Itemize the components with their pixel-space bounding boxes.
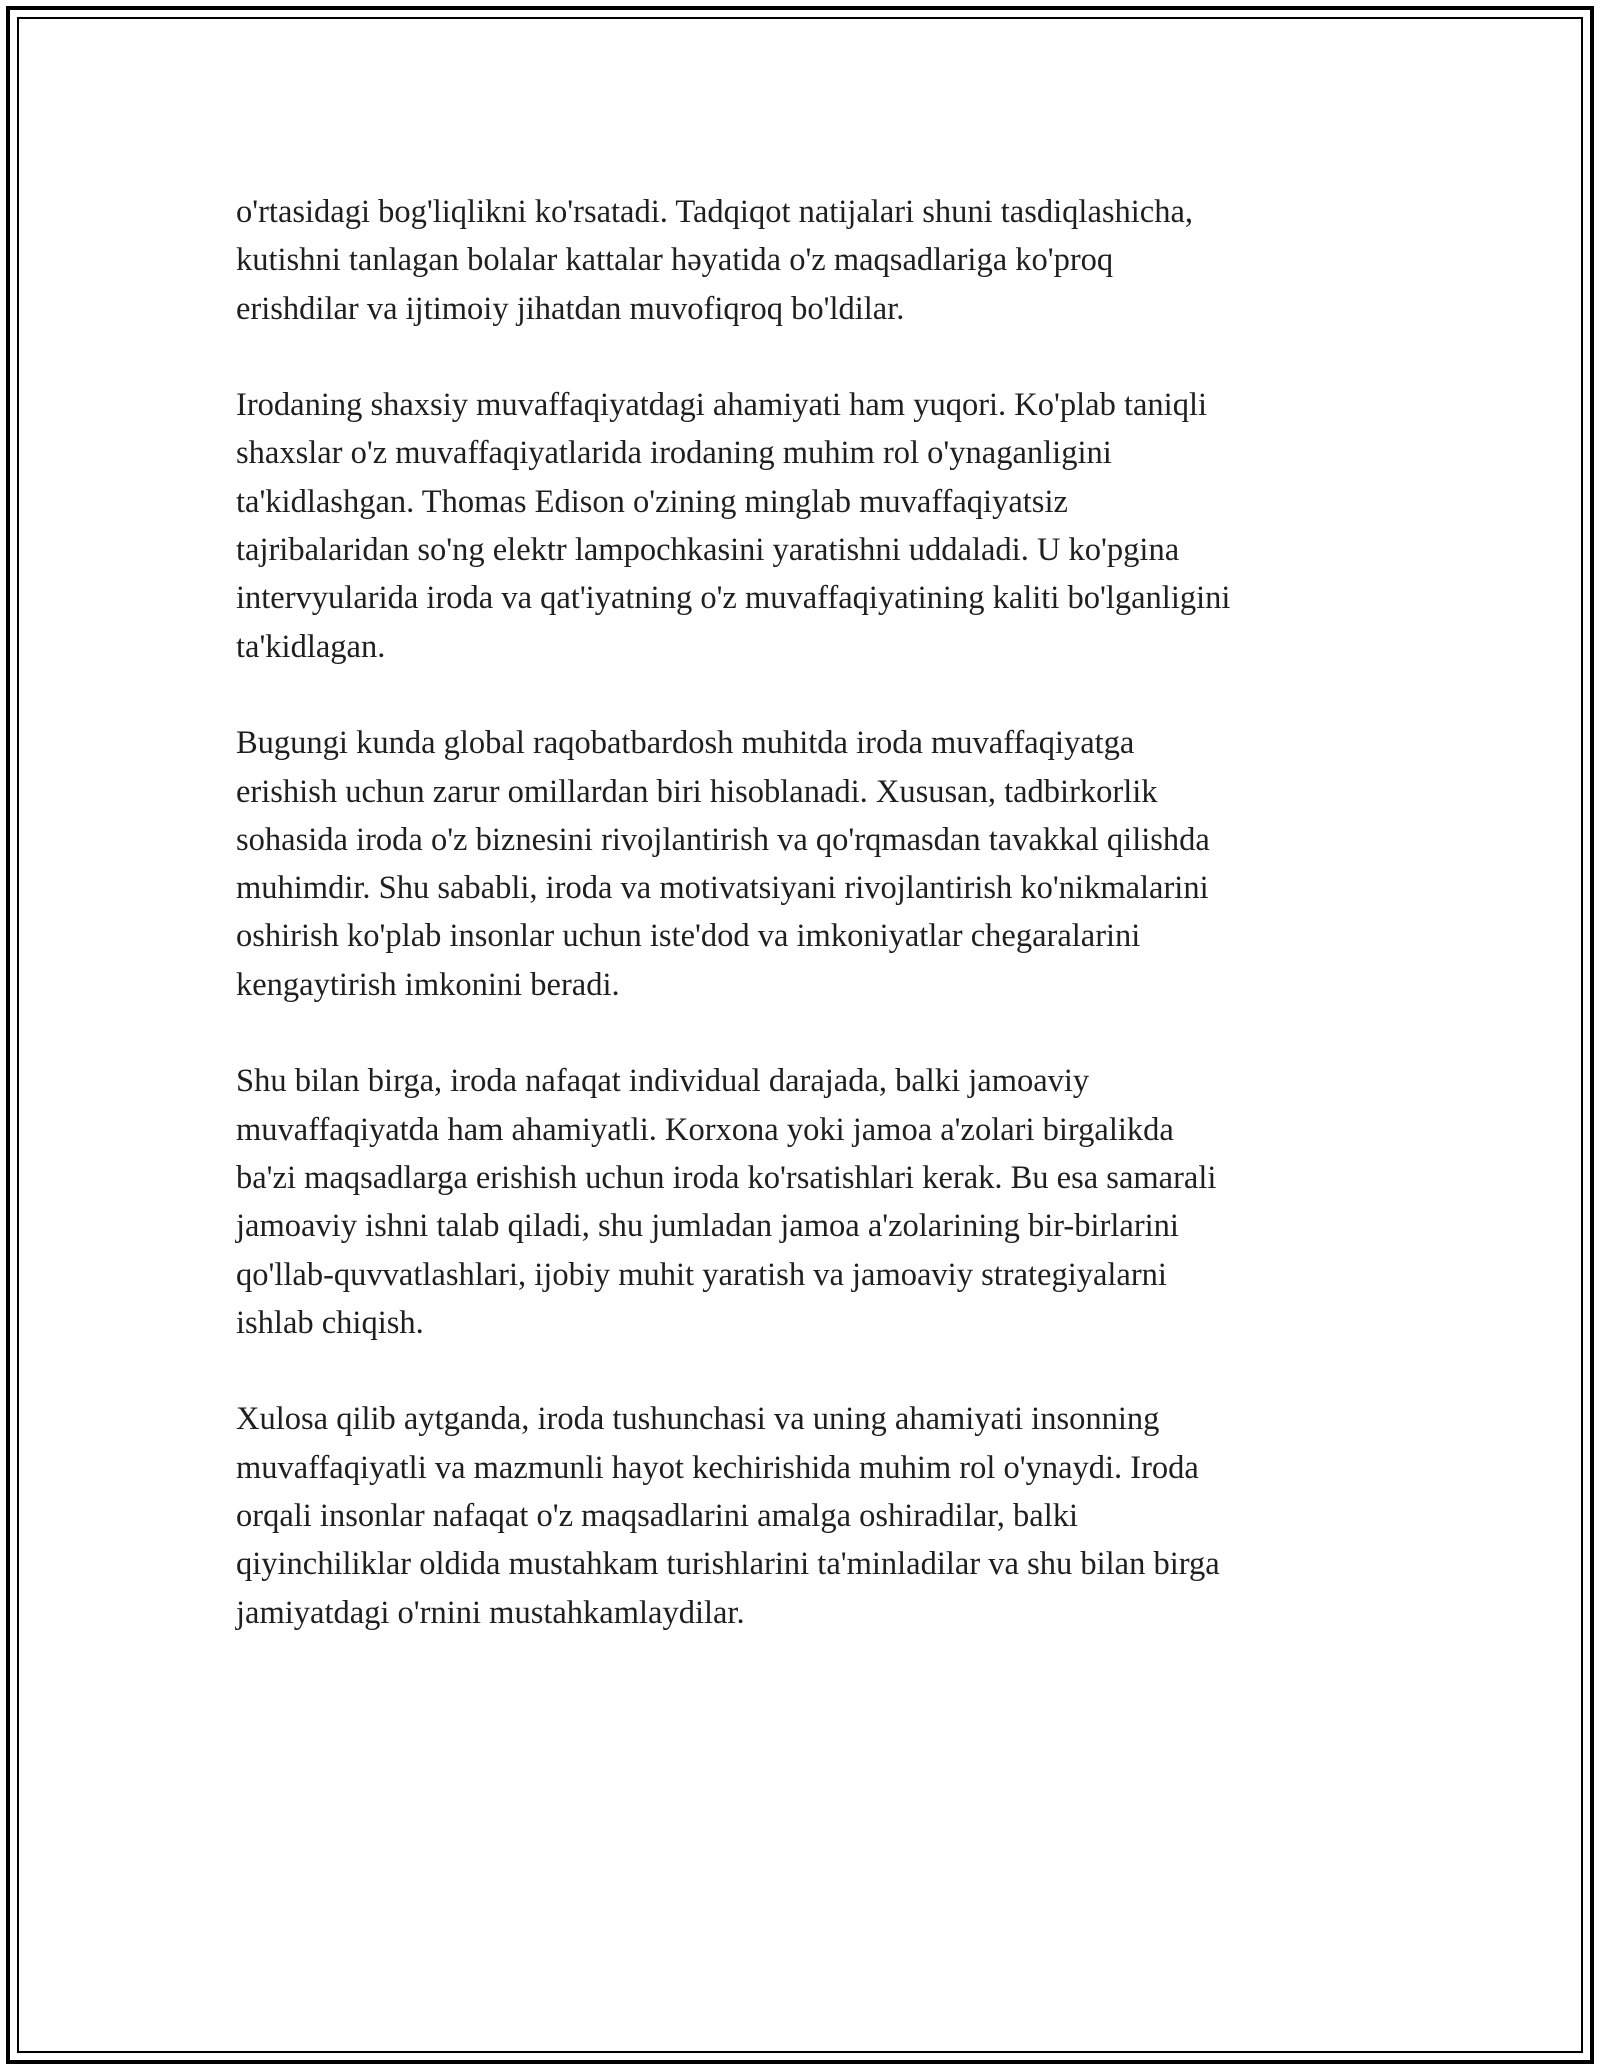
text-line: ishlab chiqish. bbox=[236, 1304, 424, 1341]
text-line: erishish uchun zarur omillardan biri hisoblanadi. Xususan, tadbirkorlik bbox=[236, 773, 1158, 810]
text-line: ba'zi maqsadlarga erishish uchun iroda ko'rsatishlari kerak. Bu esa samarali bbox=[236, 1159, 1217, 1196]
text-line: o'rtasidagi bog'liqlikni ko'rsatadi. Tadqiqot natijalari shuni tasdiqlashicha, bbox=[236, 194, 1194, 230]
text-line: qo'llab-quvvatlashlari, ijobiy muhit yaratish va jamoaviy strategiyalarni bbox=[236, 1256, 1167, 1293]
text-line: ta'kidlagan. bbox=[236, 628, 386, 665]
text-line: orqali insonlar nafaqat o'z maqsadlarini amalga oshiradilar, balki bbox=[236, 1498, 1079, 1535]
paragraph bbox=[236, 381, 1366, 671]
text-line: jamoaviy ishni talab qiladi, shu jumladan jamoa a'zolarining bir-birlarini bbox=[236, 1208, 1179, 1245]
text-line: Bugungi kunda global raqobatbardosh muhitda iroda muvaffaqiyatga bbox=[236, 725, 1135, 762]
paragraph bbox=[236, 188, 1366, 333]
paragraph bbox=[236, 1057, 1366, 1347]
text-line: intervyularida iroda va qat'iyatning o'z muvaffaqiyatining kaliti bo'lganligini bbox=[236, 580, 1231, 617]
text-line: muvaffaqiyatli va mazmunli hayot kechirishida muhim rol o'ynaydi. Iroda bbox=[236, 1449, 1199, 1486]
text-line: erishdilar va ijtimoiy jihatdan muvofiqroq bo'ldilar. bbox=[236, 290, 905, 327]
text-line: muvaffaqiyatda ham ahamiyatli. Korxona yoki jamoa a'zolari birgalikda bbox=[236, 1111, 1174, 1148]
text-line: Irodaning shaxsiy muvaffaqiyatdagi ahamiyati ham yuqori. Ko'plab taniqli bbox=[236, 387, 1208, 424]
text-line: qiyinchiliklar oldida mustahkam turishlarini ta'minladilar va shu bilan birga bbox=[236, 1546, 1220, 1583]
text-line: ta'kidlashgan. Thomas Edison o'zining minglab muvaffaqiyatsiz bbox=[236, 483, 1068, 520]
text-line: Xulosa qilib aytganda, iroda tushunchasi va uning ahamiyati insonning bbox=[236, 1401, 1160, 1438]
text-line: jamiyatdagi o'rnini mustahkamlaydilar. bbox=[236, 1594, 745, 1631]
document-body bbox=[236, 188, 1366, 1685]
paragraph bbox=[236, 1395, 1366, 1636]
text-line: kutishni tanlagan bolalar kattalar həyatida o'z maqsadlariga ko'proq bbox=[236, 242, 1114, 279]
text-line: kengaytirish imkonini beradi. bbox=[236, 966, 620, 1003]
text-line: muhimdir. Shu sababli, iroda va motivatsiyani rivojlantirish ko'nikmalarini bbox=[236, 870, 1209, 907]
text-line: tajribalaridan so'ng elektr lampochkasini yaratishni uddaladi. U ko'pgina bbox=[236, 532, 1180, 569]
text-line: sohasida iroda o'z biznesini rivojlantirish va qo'rqmasdan tavakkal qilishda bbox=[236, 821, 1210, 858]
text-line: shaxslar o'z muvaffaqiyatlarida irodaning muhim rol o'ynaganligini bbox=[236, 435, 1112, 472]
text-line: oshirish ko'plab insonlar uchun iste'dod va imkoniyatlar chegaralarini bbox=[236, 918, 1141, 955]
paragraph bbox=[236, 719, 1366, 1009]
text-line: Shu bilan birga, iroda nafaqat individual darajada, balki jamoaviy bbox=[236, 1063, 1090, 1100]
